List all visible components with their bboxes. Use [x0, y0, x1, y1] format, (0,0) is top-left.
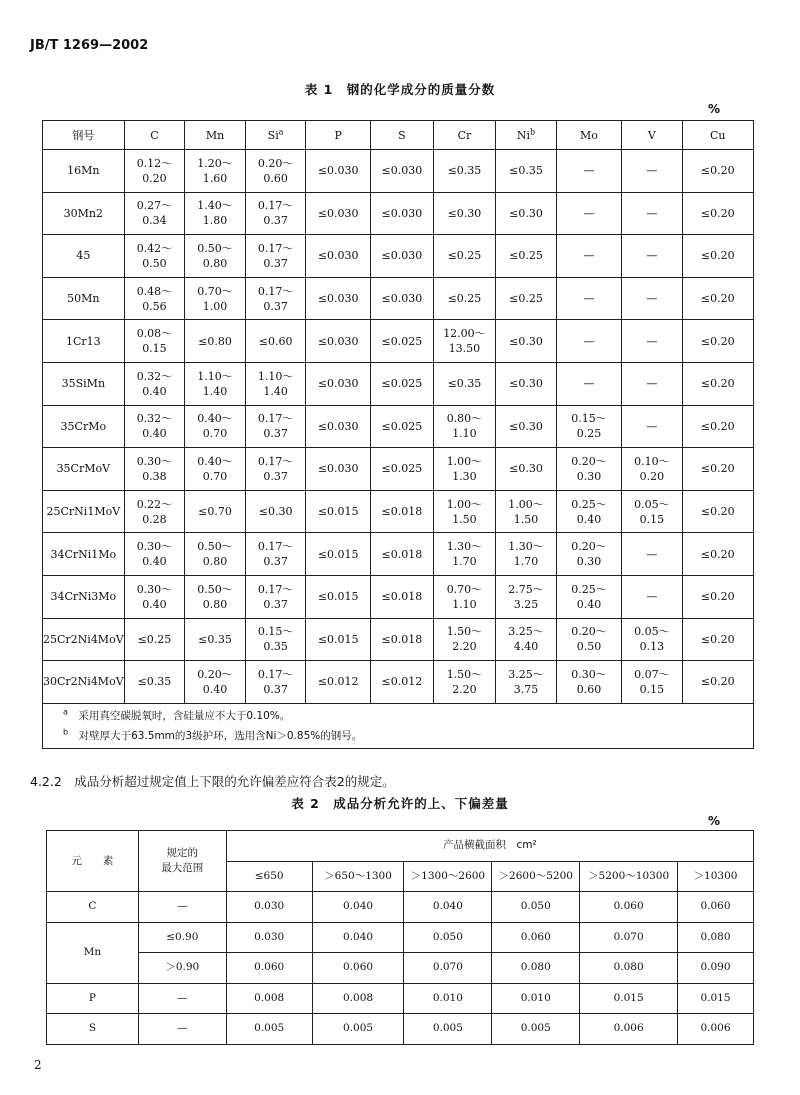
steel-grade-cell: 34CrNi1Mo	[43, 533, 125, 576]
tolerance-cell: 0.006	[580, 1014, 678, 1045]
composition-cell: ≤0.20	[682, 533, 753, 576]
table-row	[43, 618, 754, 661]
tolerance-cell: 0.080	[492, 953, 580, 984]
chemical-composition-table	[42, 120, 754, 749]
range-cell: ≤0.90	[138, 922, 226, 953]
composition-cell: ≤0.20	[682, 150, 753, 193]
header-mn: Mn	[185, 121, 246, 150]
composition-cell: ≤0.35	[433, 150, 496, 193]
composition-cell: 1.30～ 1.70	[496, 533, 557, 576]
tolerance-cell: 0.050	[404, 922, 492, 953]
composition-cell: 0.05～ 0.13	[622, 618, 682, 661]
table1-header-row	[43, 121, 754, 150]
composition-cell: 0.10～ 0.20	[622, 448, 682, 491]
header-element: 元 素	[47, 831, 139, 892]
tolerance-cell: 0.040	[404, 892, 492, 923]
composition-cell: —	[622, 277, 682, 320]
header-ni-label: Ni	[516, 128, 531, 142]
header-si-sup: a	[278, 126, 284, 136]
composition-cell: 12.00～ 13.50	[433, 320, 496, 363]
tolerance-cell: 0.060	[492, 922, 580, 953]
table1-notes	[43, 703, 754, 748]
analysis-tolerance-table	[46, 830, 754, 1045]
composition-cell: ≤0.030	[306, 150, 371, 193]
header-si	[245, 121, 306, 150]
header-ni-sup: b	[530, 126, 536, 136]
composition-cell: ≤0.030	[306, 448, 371, 491]
tolerance-cell: 0.030	[226, 892, 312, 923]
composition-cell: ≤0.20	[682, 448, 753, 491]
composition-cell: —	[622, 192, 682, 235]
element-cell: P	[47, 983, 139, 1014]
composition-cell: —	[556, 277, 621, 320]
composition-cell: —	[556, 192, 621, 235]
table-row	[43, 405, 754, 448]
table-row	[47, 983, 754, 1014]
composition-cell: 0.17～ 0.37	[245, 405, 306, 448]
composition-cell: —	[556, 150, 621, 193]
table-row	[47, 892, 754, 923]
composition-cell: 1.50～ 2.20	[433, 661, 496, 704]
area-header: ＞10300	[678, 861, 754, 892]
element-cell: S	[47, 1014, 139, 1045]
steel-grade-cell: 30Cr2Ni4MoV	[43, 661, 125, 704]
tolerance-cell: 0.040	[312, 892, 404, 923]
composition-cell: ≤0.20	[682, 235, 753, 278]
table-row	[43, 192, 754, 235]
composition-cell: 0.48～ 0.56	[124, 277, 185, 320]
tolerance-cell: 0.060	[580, 892, 678, 923]
composition-cell: —	[622, 362, 682, 405]
composition-cell: 1.00～ 1.50	[496, 490, 557, 533]
composition-cell: —	[622, 320, 682, 363]
composition-cell: —	[622, 405, 682, 448]
composition-cell: ≤0.30	[496, 192, 557, 235]
table-row	[43, 277, 754, 320]
composition-cell: 2.75～ 3.25	[496, 575, 557, 618]
composition-cell: ≤0.30	[496, 405, 557, 448]
tolerance-cell: 0.005	[492, 1014, 580, 1045]
table-row	[43, 150, 754, 193]
tolerance-cell: 0.030	[226, 922, 312, 953]
composition-cell: 0.50～ 0.80	[185, 235, 246, 278]
tolerance-cell: 0.080	[678, 922, 754, 953]
note-b	[63, 726, 753, 746]
composition-cell: ≤0.018	[371, 575, 434, 618]
composition-cell: ≤0.015	[306, 533, 371, 576]
composition-cell: —	[622, 533, 682, 576]
composition-cell: ≤0.35	[124, 661, 185, 704]
header-cr: Cr	[433, 121, 496, 150]
tolerance-cell: 0.005	[312, 1014, 404, 1045]
composition-cell: ≤0.015	[306, 575, 371, 618]
table-row	[43, 448, 754, 491]
note-a-mark: a	[63, 707, 68, 717]
composition-cell: ≤0.20	[682, 661, 753, 704]
composition-cell: 0.42～ 0.50	[124, 235, 185, 278]
composition-cell: ≤0.030	[371, 150, 434, 193]
composition-cell: ≤0.20	[682, 618, 753, 661]
composition-cell: ≤0.018	[371, 490, 434, 533]
clause-4-2-2: 4.2.2 成品分析超过规定值上下限的允许偏差应符合表2的规定。	[30, 774, 395, 789]
composition-cell: 0.17～ 0.37	[245, 277, 306, 320]
tolerance-cell: 0.060	[678, 892, 754, 923]
composition-cell: ≤0.025	[371, 405, 434, 448]
composition-cell: ≤0.030	[371, 277, 434, 320]
tolerance-cell: 0.060	[226, 953, 312, 984]
range-cell: —	[138, 892, 226, 923]
composition-cell: 0.30～ 0.38	[124, 448, 185, 491]
composition-cell: 0.17～ 0.37	[245, 448, 306, 491]
tolerance-cell: 0.080	[580, 953, 678, 984]
composition-cell: —	[622, 235, 682, 278]
composition-cell: ≤0.30	[496, 320, 557, 363]
header-p: P	[306, 121, 371, 150]
table2-caption: 表 2 成品分析允许的上、下偏差量	[291, 796, 509, 811]
tolerance-cell: 0.050	[492, 892, 580, 923]
composition-cell: 0.40～ 0.70	[185, 405, 246, 448]
document-id: JB/T 1269—2002	[30, 38, 149, 53]
table-row	[43, 661, 754, 704]
table2-header-row	[47, 831, 754, 862]
composition-cell: 1.30～ 1.70	[433, 533, 496, 576]
composition-cell: 0.50～ 0.80	[185, 533, 246, 576]
composition-cell: 0.05～ 0.15	[622, 490, 682, 533]
tolerance-cell: 0.005	[226, 1014, 312, 1045]
composition-cell: 0.08～ 0.15	[124, 320, 185, 363]
composition-cell: ≤0.30	[496, 448, 557, 491]
table2-body	[47, 831, 754, 1045]
composition-cell: 0.17～ 0.37	[245, 533, 306, 576]
composition-cell: 1.40～ 1.80	[185, 192, 246, 235]
header-cu: Cu	[682, 121, 753, 150]
composition-cell: ≤0.20	[682, 575, 753, 618]
header-cross-section-area: 产品横截面积 cm²	[226, 831, 753, 862]
steel-grade-cell: 16Mn	[43, 150, 125, 193]
table2-unit: %	[708, 814, 721, 828]
composition-cell: 1.00～ 1.30	[433, 448, 496, 491]
composition-cell: —	[556, 362, 621, 405]
area-header: ＞650～1300	[312, 861, 404, 892]
composition-cell: ≤0.20	[682, 320, 753, 363]
table1-caption: 表 1 钢的化学成分的质量分数	[304, 82, 496, 97]
composition-cell: 0.25～ 0.40	[556, 575, 621, 618]
composition-cell: 0.20～ 0.30	[556, 448, 621, 491]
composition-cell: 0.30～ 0.40	[124, 533, 185, 576]
range-cell: ＞0.90	[138, 953, 226, 984]
composition-cell: ≤0.030	[306, 320, 371, 363]
composition-cell: 0.20～ 0.60	[245, 150, 306, 193]
tolerance-cell: 0.070	[580, 922, 678, 953]
table1-unit: %	[708, 102, 721, 116]
composition-cell: ≤0.012	[306, 661, 371, 704]
header-steel-grade: 钢号	[43, 121, 125, 150]
composition-cell: ≤0.018	[371, 533, 434, 576]
composition-cell: ≤0.30	[245, 490, 306, 533]
table-row	[43, 235, 754, 278]
composition-cell: ≤0.030	[306, 362, 371, 405]
composition-cell: ≤0.35	[433, 362, 496, 405]
table-row	[43, 533, 754, 576]
composition-cell: ≤0.25	[433, 235, 496, 278]
table1-body	[43, 150, 754, 704]
tolerance-cell: 0.060	[312, 953, 404, 984]
composition-cell: ≤0.025	[371, 362, 434, 405]
tolerance-cell: 0.008	[226, 983, 312, 1014]
composition-cell: 1.10～ 1.40	[245, 362, 306, 405]
tolerance-cell: 0.015	[580, 983, 678, 1014]
composition-cell: 0.20～ 0.40	[185, 661, 246, 704]
composition-cell: 0.12～ 0.20	[124, 150, 185, 193]
composition-cell: ≤0.35	[185, 618, 246, 661]
note-b-mark: b	[63, 727, 69, 737]
composition-cell: ≤0.60	[245, 320, 306, 363]
composition-cell: 0.17～ 0.37	[245, 192, 306, 235]
composition-cell: ≤0.030	[371, 192, 434, 235]
tolerance-cell: 0.090	[678, 953, 754, 984]
composition-cell: ≤0.015	[306, 618, 371, 661]
composition-cell: ≤0.30	[496, 362, 557, 405]
table1-notes-row	[43, 703, 754, 748]
composition-cell: —	[556, 320, 621, 363]
tolerance-cell: 0.006	[678, 1014, 754, 1045]
composition-cell: 0.30～ 0.40	[124, 575, 185, 618]
composition-cell: ≤0.30	[433, 192, 496, 235]
composition-cell: —	[556, 235, 621, 278]
composition-cell: 0.40～ 0.70	[185, 448, 246, 491]
composition-cell: 0.32～ 0.40	[124, 362, 185, 405]
composition-cell: 0.27～ 0.34	[124, 192, 185, 235]
tolerance-cell: 0.070	[404, 953, 492, 984]
area-header: ≤650	[226, 861, 312, 892]
composition-cell: 0.07～ 0.15	[622, 661, 682, 704]
composition-cell: 0.17～ 0.37	[245, 235, 306, 278]
tolerance-cell: 0.010	[404, 983, 492, 1014]
tolerance-cell: 0.008	[312, 983, 404, 1014]
composition-cell: ≤0.025	[371, 448, 434, 491]
range-cell: —	[138, 1014, 226, 1045]
composition-cell: 0.70～ 1.00	[185, 277, 246, 320]
header-c: C	[124, 121, 185, 150]
composition-cell: 1.50～ 2.20	[433, 618, 496, 661]
steel-grade-cell: 35CrMo	[43, 405, 125, 448]
composition-cell: ≤0.012	[371, 661, 434, 704]
area-header: ＞1300～2600	[404, 861, 492, 892]
header-si-label: Si	[267, 128, 279, 142]
composition-cell: 0.70～ 1.10	[433, 575, 496, 618]
composition-cell: 3.25～ 3.75	[496, 661, 557, 704]
composition-cell: ≤0.025	[371, 320, 434, 363]
composition-cell: 0.17～ 0.37	[245, 575, 306, 618]
table-row	[43, 362, 754, 405]
header-mo: Mo	[556, 121, 621, 150]
page-number: 2	[34, 1058, 42, 1072]
range-cell: —	[138, 983, 226, 1014]
composition-cell: —	[622, 575, 682, 618]
steel-grade-cell: 45	[43, 235, 125, 278]
tolerance-cell: 0.010	[492, 983, 580, 1014]
header-s: S	[371, 121, 434, 150]
header-v: V	[622, 121, 682, 150]
steel-grade-cell: 30Mn2	[43, 192, 125, 235]
steel-grade-cell: 35CrMoV	[43, 448, 125, 491]
composition-cell: ≤0.20	[682, 490, 753, 533]
composition-cell: 0.20～ 0.50	[556, 618, 621, 661]
composition-cell: 3.25～ 4.40	[496, 618, 557, 661]
composition-cell: 0.15～ 0.25	[556, 405, 621, 448]
composition-cell: ≤0.20	[682, 405, 753, 448]
steel-grade-cell: 25CrNi1MoV	[43, 490, 125, 533]
table-row	[47, 922, 754, 953]
composition-cell: ≤0.35	[496, 150, 557, 193]
composition-cell: —	[622, 150, 682, 193]
composition-cell: ≤0.20	[682, 362, 753, 405]
area-header: ＞5200～10300	[580, 861, 678, 892]
composition-cell: 0.17～ 0.37	[245, 661, 306, 704]
note-a-text: 采用真空碳脱氧时，含硅量应不大于0.10%。	[78, 709, 291, 722]
note-b-text: 对壁厚大于63.5mm的3级护环，选用含Ni＞0.85%的钢号。	[78, 729, 363, 742]
table-row	[47, 953, 754, 984]
composition-cell: 0.22～ 0.28	[124, 490, 185, 533]
composition-cell: ≤0.20	[682, 192, 753, 235]
composition-cell: ≤0.030	[306, 192, 371, 235]
table-row	[43, 490, 754, 533]
composition-cell: ≤0.018	[371, 618, 434, 661]
tolerance-cell: 0.005	[404, 1014, 492, 1045]
composition-cell: ≤0.25	[496, 235, 557, 278]
composition-cell: ≤0.030	[306, 277, 371, 320]
composition-cell: 0.80～ 1.10	[433, 405, 496, 448]
composition-cell: ≤0.20	[682, 277, 753, 320]
composition-cell: ≤0.25	[496, 277, 557, 320]
table-row	[43, 320, 754, 363]
steel-grade-cell: 34CrNi3Mo	[43, 575, 125, 618]
steel-grade-cell: 35SiMn	[43, 362, 125, 405]
table-row	[47, 1014, 754, 1045]
composition-cell: 1.20～ 1.60	[185, 150, 246, 193]
composition-cell: 1.10～ 1.40	[185, 362, 246, 405]
composition-cell: 0.30～ 0.60	[556, 661, 621, 704]
composition-cell: ≤0.030	[306, 235, 371, 278]
steel-grade-cell: 1Cr13	[43, 320, 125, 363]
composition-cell: 0.32～ 0.40	[124, 405, 185, 448]
composition-cell: 1.00～ 1.50	[433, 490, 496, 533]
composition-cell: 0.25～ 0.40	[556, 490, 621, 533]
steel-grade-cell: 25Cr2Ni4MoV	[43, 618, 125, 661]
composition-cell: 0.15～ 0.35	[245, 618, 306, 661]
header-ni	[496, 121, 557, 150]
area-header: ＞2600～5200	[492, 861, 580, 892]
note-a	[63, 706, 753, 726]
composition-cell: ≤0.030	[371, 235, 434, 278]
table-row	[43, 575, 754, 618]
composition-cell: 0.20～ 0.30	[556, 533, 621, 576]
composition-cell: ≤0.015	[306, 490, 371, 533]
header-max-range: 规定的 最大范围	[138, 831, 226, 892]
composition-cell: 0.50～ 0.80	[185, 575, 246, 618]
composition-cell: ≤0.25	[433, 277, 496, 320]
composition-cell: ≤0.030	[306, 405, 371, 448]
tolerance-cell: 0.015	[678, 983, 754, 1014]
tolerance-cell: 0.040	[312, 922, 404, 953]
composition-cell: ≤0.70	[185, 490, 246, 533]
element-cell: Mn	[47, 922, 139, 983]
steel-grade-cell: 50Mn	[43, 277, 125, 320]
composition-cell: ≤0.25	[124, 618, 185, 661]
composition-cell: ≤0.80	[185, 320, 246, 363]
element-cell: C	[47, 892, 139, 923]
